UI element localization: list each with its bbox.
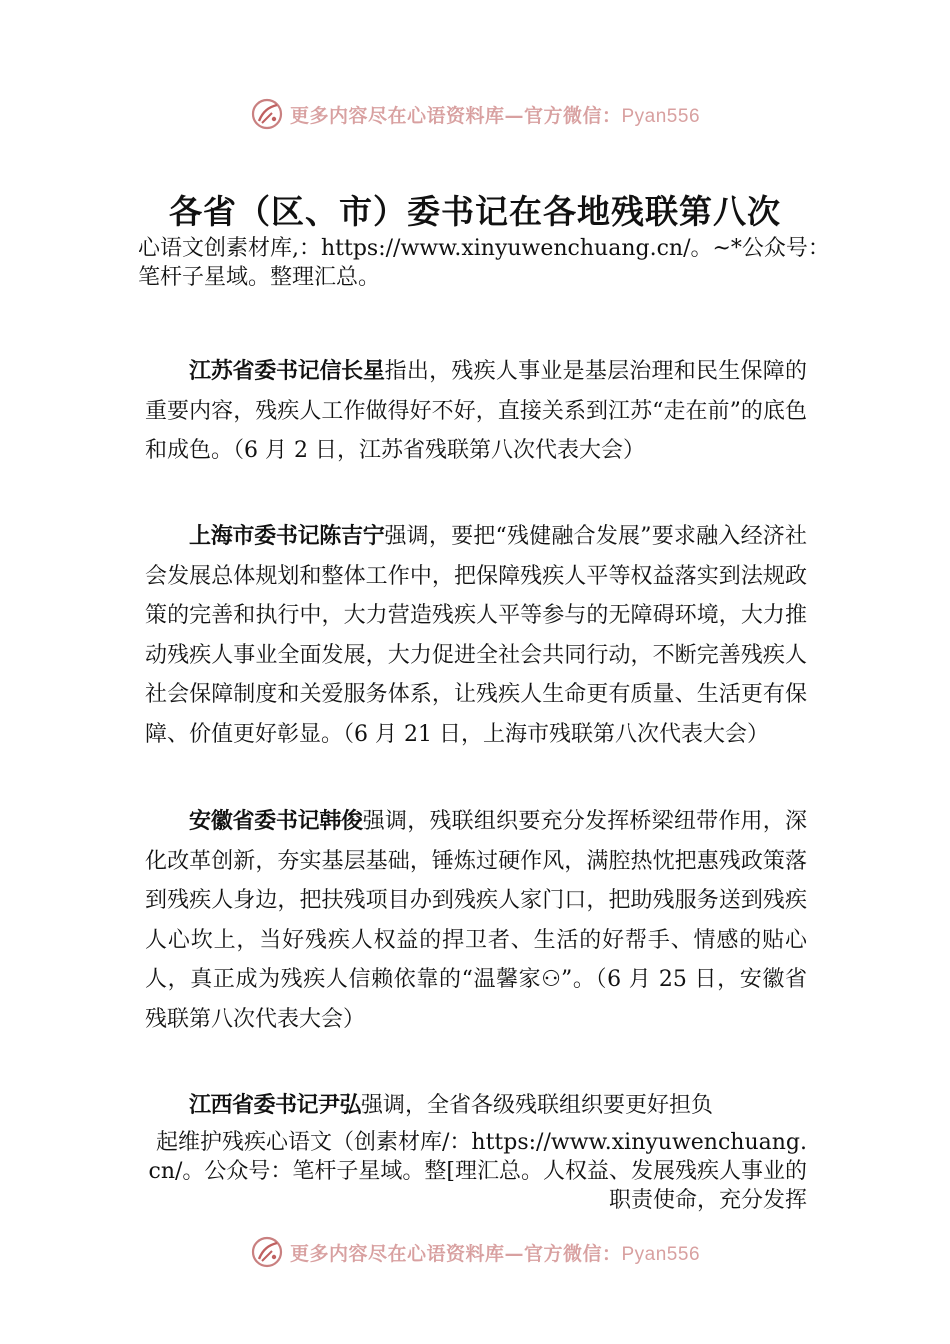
banner-text: 更多内容尽在心语资料库—官方微信：Pyan556 — [289, 104, 701, 127]
paragraph-jiangsu — [145, 352, 807, 471]
header-watermark-banner — [0, 94, 950, 134]
footer-watermark-banner — [0, 1232, 950, 1272]
paragraph-body: 强调，全省各级残联组织要更好担负 — [361, 1093, 714, 1118]
paragraph-lead: 江苏省委书记信长星 — [189, 359, 385, 384]
source-note: 心语文创素材库,：https://www.xinyuwenchuang.cn/。~*公众号：笔杆子星域。整理汇总。 — [138, 236, 830, 290]
paragraph-body: 强调，要把“残健融合发展”要求融入经济社会发展总体规划和整体工作中，把保障残疾人平等权益落实到法规政策的完善和执行中，大力营造残疾人平等参与的无障碍环境，大力推动残疾人事业全面发展，大力促进全社会共同行动，不断完善残疾人社会保障制度和关爱服务体系，让残疾人生命更有质量、生活更有保障、价值更好彰显。（6 月 21 日，上海市残联第八次代表大会） — [145, 524, 807, 747]
paragraph-lead: 安徽省委书记韩俊 — [189, 809, 363, 834]
paragraph-lead: 上海市委书记陈吉宁 — [189, 524, 385, 549]
banner-text: 更多内容尽在心语资料库—官方微信：Pyan556 — [289, 1242, 701, 1265]
paragraph-lead: 江西省委书记尹弘 — [189, 1093, 362, 1118]
paragraph-shanghai — [145, 517, 807, 755]
seal-logo-icon — [250, 1235, 284, 1269]
document-title: 各省（区、市）委书记在各地残联第八次 — [169, 192, 781, 231]
wechat-id: Pyan556 — [621, 105, 701, 127]
paragraph-continuation: 起维护残疾心语文（创素材库/：https://www.xinyuwenchuang.cn/。公众号：笔杆子星域。整[理汇总。人权益、发展残疾人事业的职责使命，充分发挥 — [148, 1130, 807, 1213]
paragraph-body: 指出，残疾人事业是基层治理和民生保障的重要内容，残疾人工作做得好不好，直接关系到江苏“走在前”的底色和成色。（6 月 2 日，江苏省残联第八次代表大会） — [145, 359, 807, 464]
paragraph-body: 强调，残联组织要充分发挥桥梁纽带作用，深化改革创新，夯实基层基础，锤炼过硬作风，满腔热忱把惠残政策落到残疾人身边，把扶残项目办到残疾人家门口，把助残服务送到残疾人心坎上，当好残疾人权益的捍卫者、生活的好帮手、情感的贴心人，真正成为残疾人信赖依靠的“温馨家⚇”。（6 月 25 日，安徽省残联第八次代表大会） — [145, 809, 807, 1032]
seal-logo-icon — [250, 97, 284, 131]
paragraph-anhui — [145, 802, 807, 1040]
paragraph-jiangxi — [145, 1086, 807, 1126]
wechat-id: Pyan556 — [621, 1243, 701, 1265]
